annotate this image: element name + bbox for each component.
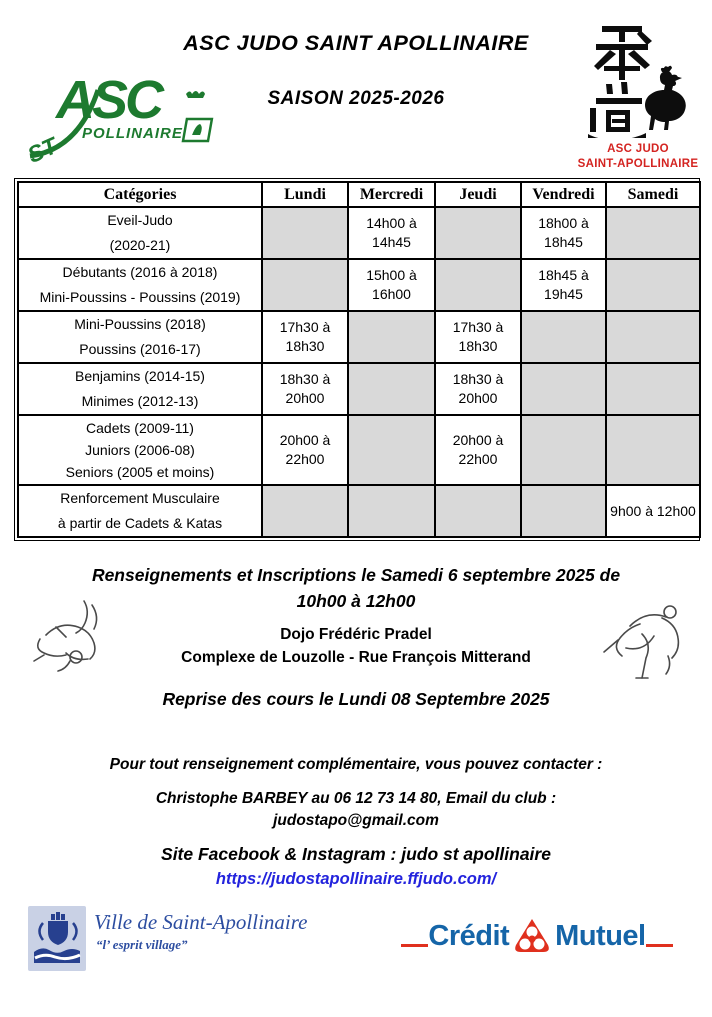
category-line: Cadets (2009-11) [86, 420, 194, 436]
table-row-cadets [18, 415, 700, 485]
inscriptions-line1: Renseignements et Inscriptions le Samedi 6 septembre 2025 de [91, 565, 621, 585]
logo-st-text: ST [26, 132, 62, 164]
rooster-icon [645, 66, 686, 130]
empty-cell [435, 207, 521, 259]
ville-logo [28, 906, 86, 971]
empty-cell [348, 363, 435, 415]
category-line: Juniors (2006-08) [85, 442, 195, 458]
time-cell: 20h00 à 22h00 [262, 415, 348, 485]
time-cell: 18h45 à 19h45 [521, 259, 606, 311]
category-line: à partir de Cadets & Katas [57, 515, 223, 531]
kanji-caption-line2: SAINT-APOLLINAIRE [577, 158, 699, 170]
contact-email: judostapo@gmail.com [273, 812, 439, 829]
empty-cell [435, 259, 521, 311]
header-row [18, 182, 700, 207]
asc-club-logo-icon [26, 56, 218, 164]
empty-cell [348, 415, 435, 485]
empty-cell [262, 485, 348, 537]
season-subtitle: SAISON 2025-2026 [267, 88, 445, 109]
judo-kanji-icon [582, 20, 694, 138]
cm-word-credit: Crédit [428, 919, 510, 952]
kanji-caption [572, 142, 704, 172]
contact-intro: Pour tout renseignement complémentaire, vous pouvez contacter : [109, 756, 603, 773]
time-cell: 18h30 à 20h00 [262, 363, 348, 415]
time-cell: 9h00 à 12h00 [606, 485, 700, 537]
col-header-categories: Catégories [18, 182, 262, 207]
category-line: Benjamins (2014-15) [75, 368, 205, 384]
judo-kanji-logo [572, 20, 704, 172]
empty-cell [435, 485, 521, 537]
schedule-table-wrapper [14, 178, 700, 541]
empty-cell [348, 485, 435, 537]
ville-text-block [94, 910, 307, 953]
empty-cell [606, 207, 700, 259]
schedule-table [17, 181, 701, 538]
col-header-vendredi: Vendredi [521, 182, 606, 207]
empty-cell [606, 259, 700, 311]
category-cell [18, 259, 262, 311]
empty-cell [521, 415, 606, 485]
time-cell: 15h00 à 16h00 [348, 259, 435, 311]
social-line: Site Facebook & Instagram : judo st apollinaire [161, 844, 551, 864]
category-line: (2020-21) [109, 237, 171, 253]
ville-tagline: “l’ esprit village” [96, 937, 188, 952]
empty-cell [606, 311, 700, 363]
logo-asc-text: ASC [56, 70, 162, 130]
logo-crest-box [183, 119, 212, 141]
cm-right-dash [646, 944, 673, 947]
empty-cell [262, 259, 348, 311]
time-cell: 17h30 à 18h30 [435, 311, 521, 363]
inscriptions-line2: 10h00 à 12h00 [296, 591, 416, 611]
cm-left-dash [401, 944, 428, 947]
empty-cell [521, 485, 606, 537]
contact-phone-line: Christophe BARBEY au 06 12 73 14 80, Email du club : [155, 790, 557, 807]
empty-cell [521, 363, 606, 415]
dojo-name: Dojo Frédéric Pradel [280, 626, 432, 643]
table-row-benjamins [18, 363, 700, 415]
category-line: Seniors (2005 et moins) [65, 464, 215, 480]
col-header-lundi: Lundi [262, 182, 348, 207]
empty-cell [606, 363, 700, 415]
category-line: Renforcement Musculaire [60, 490, 220, 506]
empty-cell [348, 311, 435, 363]
empty-cell [606, 415, 700, 485]
table-row-eveil-judo [18, 207, 700, 259]
category-cell [18, 485, 262, 537]
time-cell: 17h30 à 18h30 [262, 311, 348, 363]
reprise-line: Reprise des cours le Lundi 08 Septembre 2025 [162, 689, 550, 709]
category-line: Mini-Poussins - Poussins (2019) [39, 289, 241, 305]
category-line: Minimes (2012-13) [81, 393, 199, 409]
dojo-address: Complexe de Louzolle - Rue François Mitterand [181, 649, 531, 666]
ville-crest-icon [28, 906, 86, 971]
category-line: Débutants (2016 à 2018) [62, 264, 218, 280]
col-header-jeudi: Jeudi [435, 182, 521, 207]
category-cell [18, 207, 262, 259]
ville-name: Ville de Saint-Apollinaire [94, 910, 308, 934]
logo-pollinaire-text: POLLINAIRE [82, 125, 183, 142]
category-cell [18, 363, 262, 415]
category-cell [18, 415, 262, 485]
empty-cell [262, 207, 348, 259]
category-line: Eveil-Judo [107, 212, 173, 228]
table-row-debutants [18, 259, 700, 311]
category-line: Mini-Poussins (2018) [74, 316, 206, 332]
credit-mutuel-emblem-icon [511, 916, 553, 956]
website-link[interactable]: https://judostapollinaire.ffjudo.com/ [215, 870, 497, 888]
category-cell [18, 311, 262, 363]
kanji-caption-line1: ASC JUDO [607, 143, 669, 155]
time-cell: 14h00 à 14h45 [348, 207, 435, 259]
category-line: Poussins (2016-17) [79, 341, 201, 357]
page-title: ASC JUDO SAINT APOLLINAIRE [183, 31, 529, 55]
empty-cell [521, 311, 606, 363]
cm-word-mutuel: Mutuel [555, 919, 646, 952]
asc-club-logo [26, 56, 218, 164]
col-header-samedi: Samedi [606, 182, 700, 207]
table-row-renforcement [18, 485, 700, 537]
col-header-mercredi: Mercredi [348, 182, 435, 207]
table-row-mini-poussins [18, 311, 700, 363]
time-cell: 18h00 à 18h45 [521, 207, 606, 259]
time-cell: 20h00 à 22h00 [435, 415, 521, 485]
credit-mutuel-logo [378, 916, 696, 956]
time-cell: 18h30 à 20h00 [435, 363, 521, 415]
